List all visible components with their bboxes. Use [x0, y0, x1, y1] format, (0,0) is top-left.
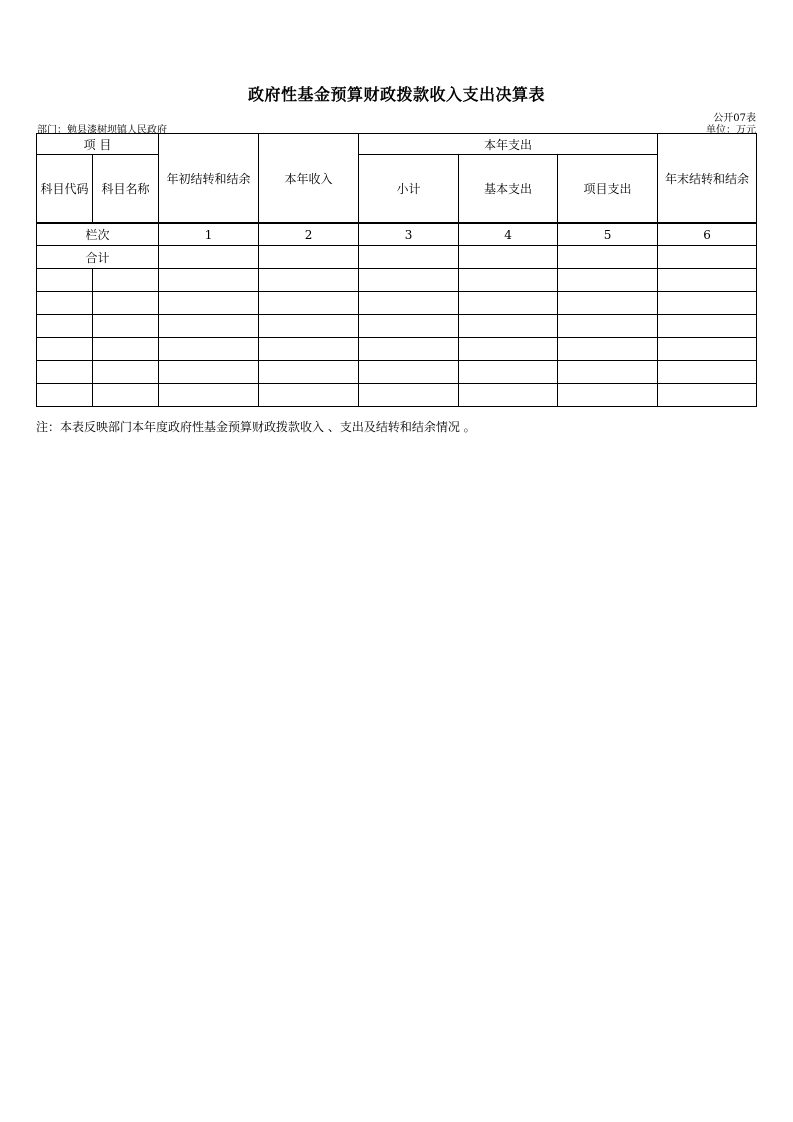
table-cell [93, 292, 159, 315]
table-cell [93, 338, 159, 361]
table-cell [359, 292, 459, 315]
table-cell [658, 269, 757, 292]
header-project-expense: 项目支出 [558, 155, 658, 224]
table-cell [93, 269, 159, 292]
table-cell [159, 315, 259, 338]
table-cell [159, 384, 259, 407]
header-current-income: 本年收入 [259, 134, 359, 224]
table-cell [459, 361, 558, 384]
header-row-1 [37, 134, 757, 155]
table-cell [359, 384, 459, 407]
table-cell [459, 246, 558, 269]
table-cell [359, 338, 459, 361]
header-subtotal: 小计 [359, 155, 459, 224]
header-item-label: 项 目 [83, 137, 112, 152]
table-cell [37, 384, 93, 407]
table-cell [459, 269, 558, 292]
table-cell [359, 246, 459, 269]
table-cell [159, 338, 259, 361]
table-cell [658, 384, 757, 407]
table-cell [259, 246, 359, 269]
index-row [37, 223, 757, 246]
department-label: 部门：勉县漆树坝镇人民政府 [37, 125, 167, 136]
table-cell [359, 269, 459, 292]
index-col-4: 4 [459, 223, 558, 246]
table-cell [658, 361, 757, 384]
table-cell [159, 292, 259, 315]
table-note: 注：本表反映部门本年度政府性基金预算财政拨款收入 、支出及结转和结余情况 。 [36, 420, 476, 434]
form-number: 公开07表 [713, 113, 756, 124]
table-cell [259, 384, 359, 407]
table-cell [658, 315, 757, 338]
budget-table [36, 133, 757, 407]
table-cell [459, 315, 558, 338]
table-row [37, 338, 757, 361]
header-item-code: 科目代码 [37, 155, 93, 224]
table-cell [558, 361, 658, 384]
table-cell [93, 384, 159, 407]
table-row [37, 384, 757, 407]
table-row [37, 361, 757, 384]
table-row [37, 292, 757, 315]
index-col-6: 6 [658, 223, 757, 246]
table-cell [259, 338, 359, 361]
header-end-balance: 年末结转和结余 [658, 134, 757, 224]
table-cell [259, 361, 359, 384]
table-cell [37, 269, 93, 292]
table-cell [259, 269, 359, 292]
index-label: 栏次 [37, 223, 159, 246]
table-cell [159, 246, 259, 269]
header-current-expense: 本年支出 [359, 134, 658, 155]
table-cell [37, 315, 93, 338]
table-cell [558, 292, 658, 315]
header-begin-balance: 年初结转和结余 [159, 134, 259, 224]
table-cell [37, 361, 93, 384]
table-cell [93, 315, 159, 338]
table-cell [658, 246, 757, 269]
header-item-name: 科目名称 [93, 155, 159, 224]
table-cell [558, 246, 658, 269]
index-col-1: 1 [159, 223, 259, 246]
table-cell [159, 361, 259, 384]
table-cell [558, 269, 658, 292]
table-cell [459, 292, 558, 315]
table-row [37, 269, 757, 292]
table-cell [359, 361, 459, 384]
table-cell [159, 269, 259, 292]
table-cell [459, 338, 558, 361]
page-title: 政府性基金预算财政拨款收入支出决算表 [247, 85, 545, 104]
table-cell [558, 384, 658, 407]
table-cell [37, 338, 93, 361]
table-cell [37, 292, 93, 315]
header-item [37, 134, 159, 155]
total-row [37, 246, 757, 269]
index-col-5: 5 [558, 223, 658, 246]
table-cell [359, 315, 459, 338]
table-cell [259, 315, 359, 338]
total-label: 合计 [37, 246, 159, 269]
table-cell [558, 315, 658, 338]
index-col-2: 2 [259, 223, 359, 246]
table-cell [658, 338, 757, 361]
table-cell [658, 292, 757, 315]
table-cell [459, 384, 558, 407]
header-basic-expense: 基本支出 [459, 155, 558, 224]
index-col-3: 3 [359, 223, 459, 246]
table-cell [259, 292, 359, 315]
table-row [37, 315, 757, 338]
header-row-2 [37, 155, 757, 224]
table-cell [93, 361, 159, 384]
table-cell [558, 338, 658, 361]
unit-label: 单位：万元 [706, 125, 756, 136]
